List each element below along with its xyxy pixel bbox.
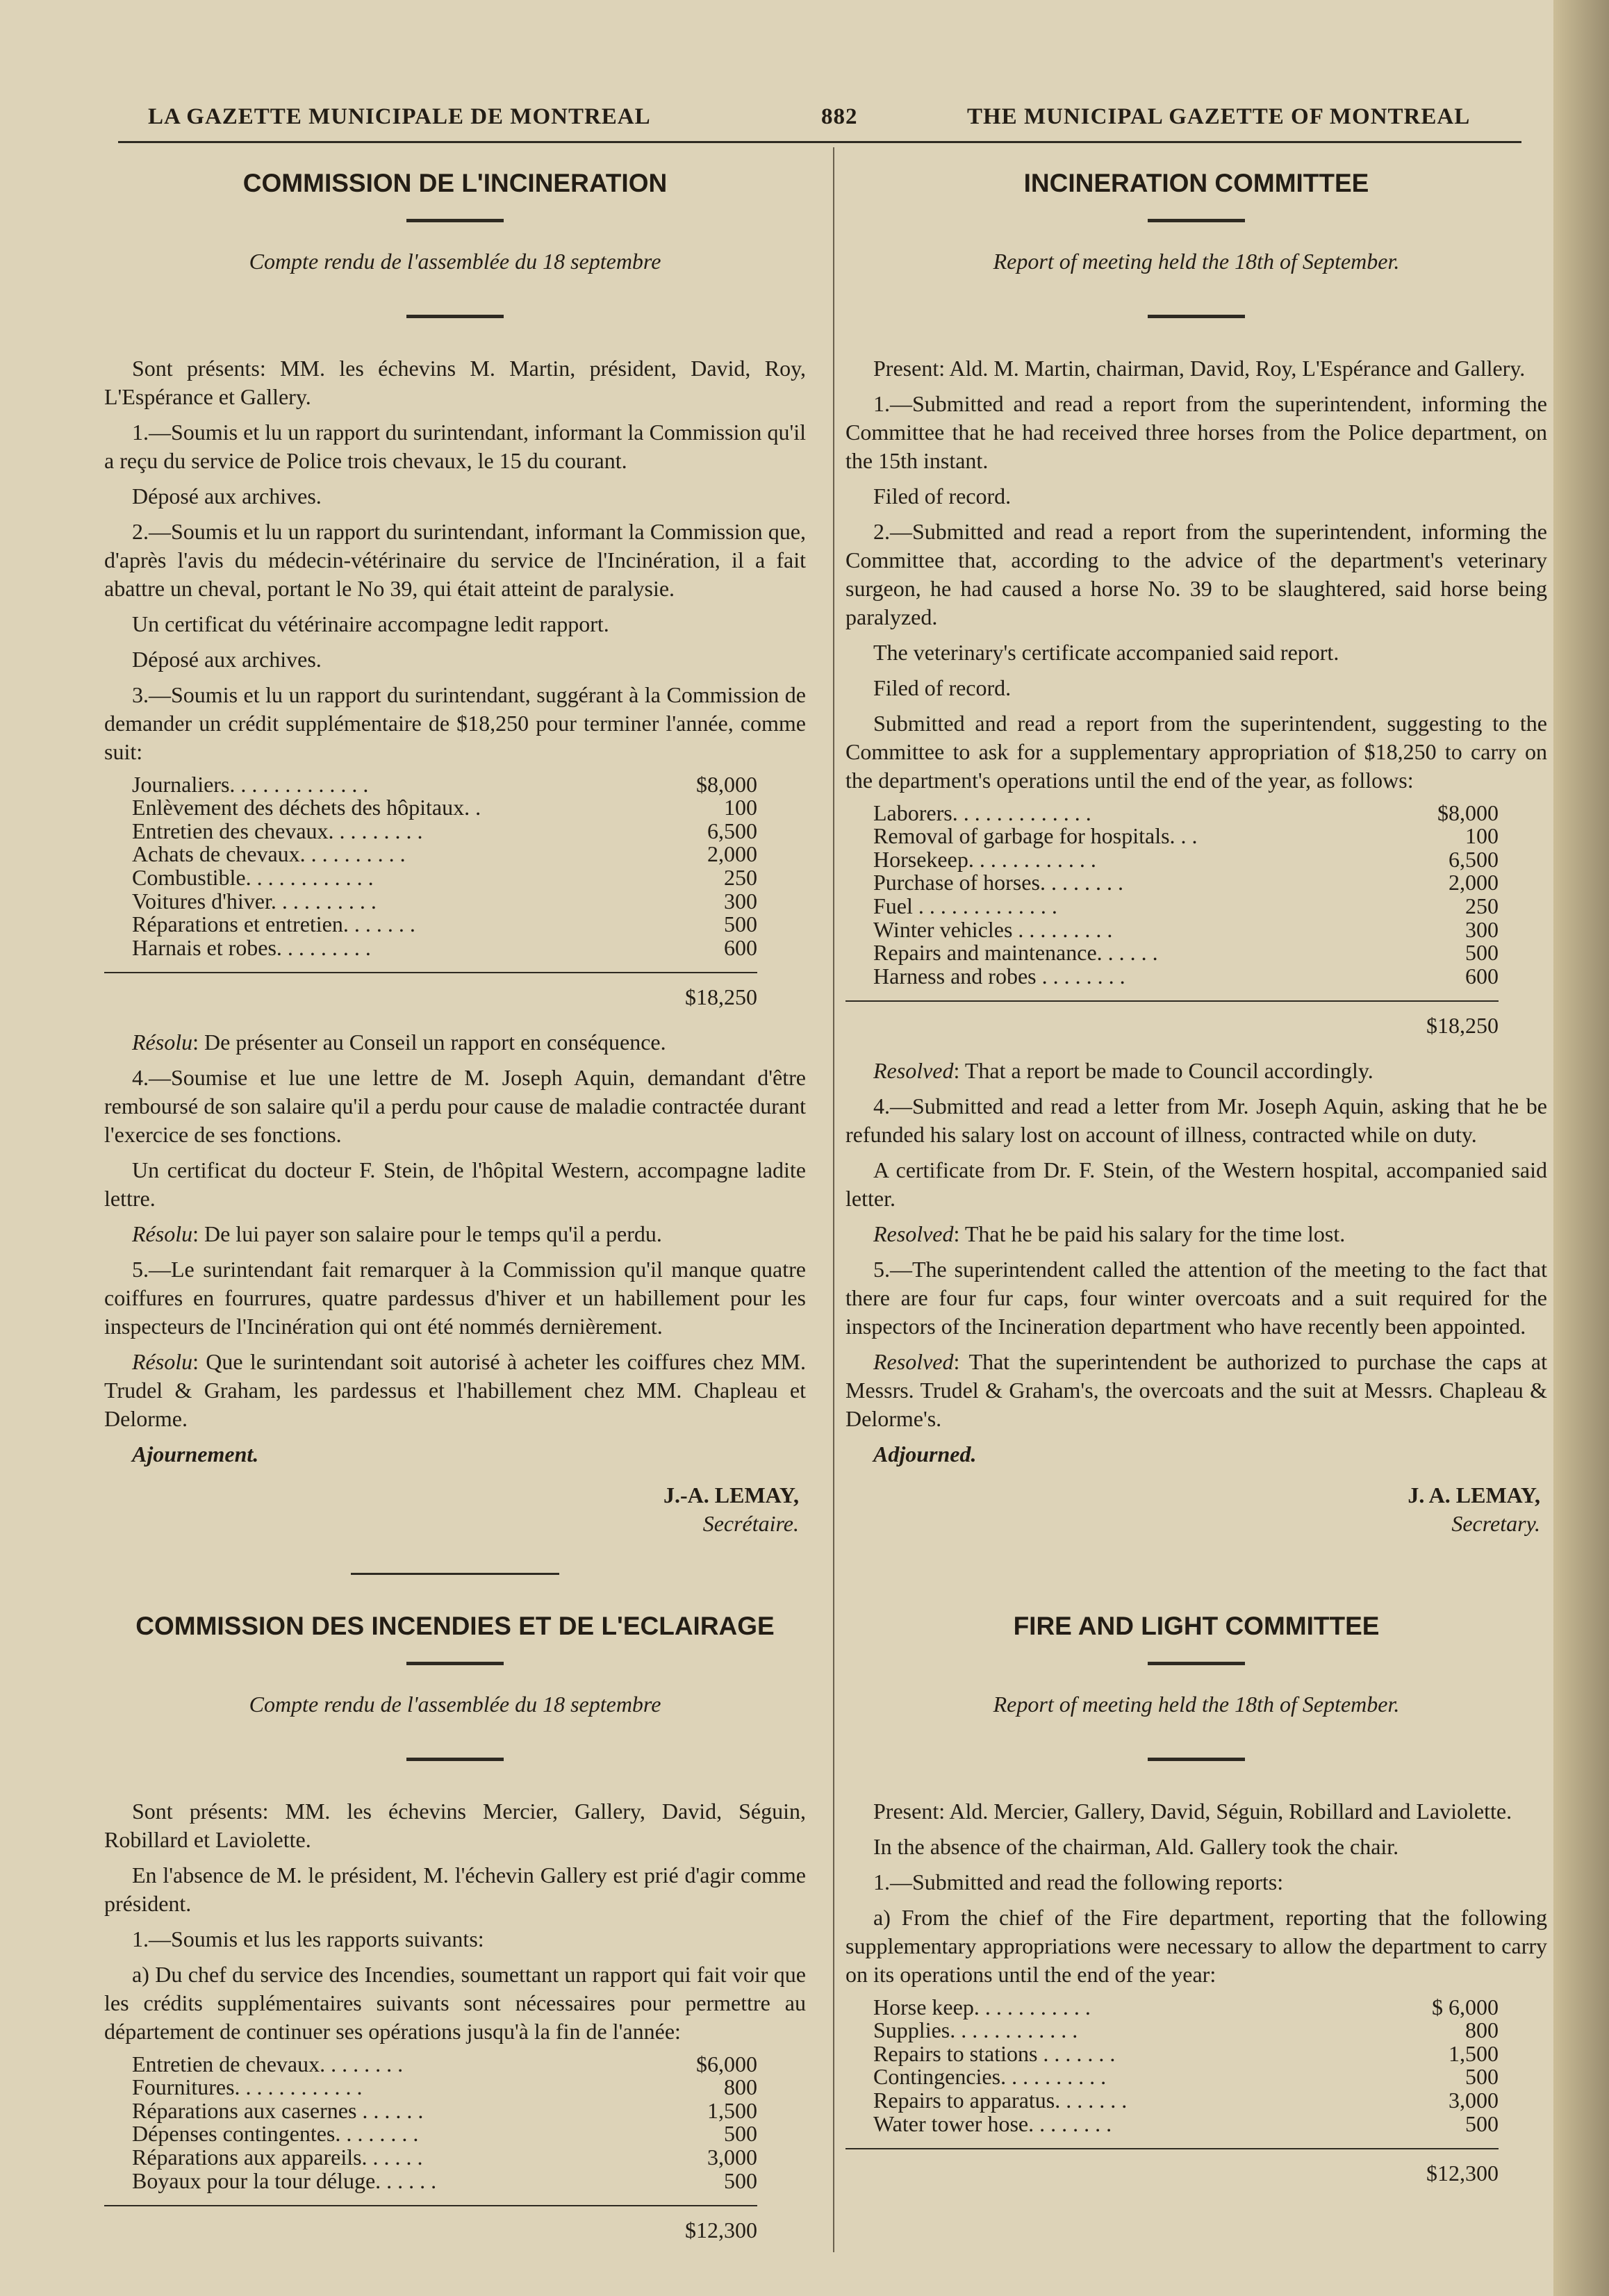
paragraph: Déposé aux archives. — [132, 484, 322, 509]
paragraph: 1.—Soumis et lus les rapports suivants: — [132, 1926, 484, 1951]
paragraph: 1.—Soumis et lu un rapport du surintendant, informant la Commission qu'il a reçu du service de Police trois chevaux, le 15 du courant. — [104, 420, 806, 474]
budget-label: Achats de chevaux. . . . . . . . . . — [132, 841, 406, 867]
budget-total: $12,300 — [845, 2148, 1499, 2188]
paragraph: Filed of record. — [873, 675, 1012, 700]
budget-amount: 500 — [1465, 940, 1499, 966]
title-rule — [1148, 1662, 1245, 1665]
budget-label: Supplies. . . . . . . . . . . . — [873, 2017, 1078, 2043]
paragraph: 1.—Submitted and read a report from the superintendent, informing the Committee that he had received three horses from the Police department, on the 15th instant. — [845, 391, 1547, 474]
budget-row — [132, 2170, 757, 2193]
resolution-text: : That he be paid his salary for the time lost. — [953, 1221, 1346, 1247]
subtitle-rule — [406, 1758, 504, 1761]
adjournment: Adjourned. — [873, 1441, 977, 1467]
budget-row — [132, 2146, 757, 2170]
budget-amount: 500 — [724, 2121, 757, 2147]
budget-label: Repairs to apparatus. . . . . . . — [873, 2088, 1128, 2113]
budget-label: Journaliers. . . . . . . . . . . . . — [132, 771, 369, 797]
budget-row — [873, 941, 1499, 965]
budget-label: Laborers. . . . . . . . . . . . . — [873, 800, 1091, 825]
resolution-label: Résolu — [132, 1030, 193, 1055]
paragraph: 1.—Submitted and read the following reports: — [873, 1869, 1284, 1894]
budget-row — [132, 2122, 757, 2146]
budget-label: Voitures d'hiver. . . . . . . . . . — [132, 888, 377, 914]
budget-row — [873, 895, 1499, 918]
budget-row — [132, 796, 757, 820]
page-number: 882 — [821, 104, 858, 129]
paragraph: In the absence of the chairman, Ald. Gallery took the chair. — [873, 1833, 1399, 1859]
budget-table — [873, 1996, 1499, 2136]
budget-total: $18,250 — [104, 972, 757, 1011]
paragraph: Sont présents: MM. les échevins M. Martin, président, David, Roy, L'Espérance et Gallery. — [104, 356, 806, 410]
budget-table — [873, 802, 1499, 989]
budget-row — [132, 890, 757, 914]
budget-amount: 1,500 — [707, 2097, 757, 2123]
adjournment: Ajournement. — [132, 1441, 259, 1467]
budget-amount: 6,500 — [707, 818, 757, 843]
budget-amount: 2,000 — [707, 841, 757, 867]
budget-label: Réparations aux casernes . . . . . . — [132, 2097, 424, 2123]
budget-amount: 500 — [724, 2167, 757, 2193]
section-subtitle: Report of meeting held the 18th of September. — [993, 249, 1400, 274]
paragraph: Present: Ald. M. Martin, chairman, David, Roy, L'Espérance and Gallery. — [873, 356, 1526, 381]
budget-row — [132, 866, 757, 890]
paragraph: a) Du chef du service des Incendies, soumettant un rapport qui fait voir que les crédits supplémentaires suivants sont nécessaires pour permettre au département de continuer ses opérations jusqu'à la fin de l'année: — [104, 1961, 806, 2044]
section-break-rule — [351, 1573, 559, 1575]
budget-label: Repairs to stations . . . . . . . — [873, 2040, 1116, 2066]
resolution-label: Résolu — [132, 1348, 193, 1374]
budget-label: Repairs and maintenance. . . . . . — [873, 940, 1158, 966]
paragraph: a) From the chief of the Fire department, reporting that the following supplementary appropriations were necessary to allow the department to carry on its operations until the end of the year: — [845, 1904, 1547, 1987]
budget-label: Entretien de chevaux. . . . . . . . — [132, 2051, 404, 2076]
section-subtitle: Compte rendu de l'assemblée du 18 septembre — [249, 1692, 661, 1717]
signature-title: Secrétaire. — [702, 1510, 799, 1536]
signature: J. A. LEMAY, — [1408, 1482, 1540, 1508]
paragraph: 2.—Submitted and read a report from the superintendent, informing the Committee that, according to the advice of the department's veterinary surgeon, he had caused a horse No. 39 to be slaughtered, said horse being paralyzed. — [845, 519, 1547, 629]
resolution-label: Resolved — [873, 1058, 954, 1084]
budget-row — [873, 965, 1499, 989]
paragraph: Déposé aux archives. — [132, 646, 322, 672]
budget-row — [873, 2065, 1499, 2089]
budget-amount: 800 — [1465, 2017, 1499, 2043]
title-rule — [406, 219, 504, 222]
paragraph — [104, 1220, 806, 1248]
budget-amount: $ 6,000 — [1432, 1994, 1499, 2020]
budget-amount: 600 — [724, 934, 757, 960]
budget-amount: 100 — [724, 795, 757, 820]
paragraph: 3.—Soumis et lu un rapport du surintendant, suggérant à la Commission de demander un crédit supplémentaire de $18,250 pour terminer l'année, comme suit: — [104, 682, 806, 764]
budget-amount: 1,500 — [1449, 2040, 1499, 2066]
budget-row — [873, 848, 1499, 872]
budget-label: Fuel . . . . . . . . . . . . . — [873, 893, 1057, 919]
budget-label: Réparations aux appareils. . . . . . — [132, 2144, 423, 2170]
resolution-text: : Que le surintendant soit autorisé à acheter les coiffures chez MM. Trudel & Graham, les pardessus et l'habillement chez MM. Chapleau et Delorme. — [104, 1348, 806, 1431]
budget-row — [132, 820, 757, 843]
section-subtitle: Report of meeting held the 18th of September. — [993, 1692, 1400, 1717]
budget-label: Water tower hose. . . . . . . . — [873, 2111, 1112, 2136]
budget-amount: 500 — [1465, 2064, 1499, 2090]
budget-amount: 300 — [724, 888, 757, 914]
section-subtitle: Compte rendu de l'assemblée du 18 septembre — [249, 249, 661, 274]
budget-label: Contingencies. . . . . . . . . . — [873, 2064, 1107, 2090]
paragraph — [845, 1220, 1547, 1248]
budget-amount: $8,000 — [1437, 800, 1499, 825]
paragraph: En l'absence de M. le président, M. l'échevin Gallery est prié d'agir comme président. — [104, 1862, 806, 1916]
budget-row — [873, 1996, 1499, 2020]
paragraph — [104, 1348, 806, 1433]
budget-label: Réparations et entretien. . . . . . . — [132, 911, 415, 937]
section-title: COMMISSION DES INCENDIES ET DE L'ECLAIRAGE — [135, 1611, 775, 1640]
subtitle-rule — [1148, 1758, 1245, 1761]
budget-amount: 800 — [724, 2074, 757, 2100]
budget-row — [132, 2076, 757, 2099]
budget-label: Horse keep. . . . . . . . . . . — [873, 1994, 1091, 2020]
paragraph: A certificate from Dr. F. Stein, of the Western hospital, accompanied said letter. — [845, 1157, 1547, 1212]
resolution-text: : De présenter au Conseil un rapport en conséquence. — [192, 1030, 666, 1055]
budget-amount: 250 — [724, 865, 757, 891]
paragraph: The veterinary's certificate accompanied said report. — [873, 639, 1339, 665]
paragraph: 5.—The superintendent called the attention of the meeting to the fact that there are four fur caps, four winter overcoats and a suit required for the inspectors of the Incineration department who have recently been appointed. — [845, 1257, 1547, 1339]
budget-amount: 500 — [724, 911, 757, 937]
budget-amount: 3,000 — [1449, 2088, 1499, 2113]
budget-label: Winter vehicles . . . . . . . . . — [873, 916, 1113, 942]
budget-amount: 3,000 — [707, 2144, 757, 2170]
budget-amount: 2,000 — [1449, 870, 1499, 895]
subtitle-rule — [406, 315, 504, 318]
budget-row — [873, 2113, 1499, 2136]
budget-row — [873, 825, 1499, 848]
header-left-title: LA GAZETTE MUNICIPALE DE MONTREAL — [148, 104, 651, 129]
budget-row — [873, 2089, 1499, 2113]
budget-row — [873, 2019, 1499, 2042]
resolution-text: : That a report be made to Council accordingly. — [953, 1058, 1373, 1084]
budget-row — [132, 2053, 757, 2076]
paragraph: 5.—Le surintendant fait remarquer à la Commission qu'il manque quatre coiffures en fourrures, quatre pardessus d'hiver et un habillement pour les inspecteurs de l'Incinération qui ont été nommés dernièrement. — [104, 1257, 806, 1339]
budget-label: Enlèvement des déchets des hôpitaux. . — [132, 795, 481, 820]
budget-row — [873, 2042, 1499, 2066]
budget-label: Horsekeep. . . . . . . . . . . . — [873, 846, 1096, 872]
section-title: FIRE AND LIGHT COMMITTEE — [1013, 1611, 1380, 1640]
budget-table — [132, 773, 757, 960]
budget-amount: 300 — [1465, 916, 1499, 942]
budget-label: Removal of garbage for hospitals. . . — [873, 823, 1198, 849]
budget-label: Dépenses contingentes. . . . . . . . — [132, 2121, 419, 2147]
column-divider — [833, 147, 834, 2252]
signature-title: Secretary. — [1451, 1510, 1540, 1536]
paragraph: Present: Ald. Mercier, Gallery, David, Séguin, Robillard and Laviolette. — [873, 1798, 1512, 1824]
subtitle-rule — [1148, 315, 1245, 318]
budget-label: Harness and robes . . . . . . . . — [873, 963, 1125, 989]
budget-amount: 250 — [1465, 893, 1499, 919]
budget-total: $18,250 — [845, 1000, 1499, 1040]
resolution-text: : De lui payer son salaire pour le temps qu'il a perdu. — [192, 1221, 662, 1247]
budget-label: Boyaux pour la tour déluge. . . . . . — [132, 2167, 437, 2193]
budget-label: Entretien des chevaux. . . . . . . . . — [132, 818, 423, 843]
budget-row — [132, 913, 757, 936]
french-column — [104, 167, 806, 2261]
resolution-label: Resolved — [873, 1221, 954, 1247]
paragraph: Sont présents: MM. les échevins Mercier, Gallery, David, Séguin, Robillard et Laviolette. — [104, 1798, 806, 1852]
header-right-title: THE MUNICIPAL GAZETTE OF MONTREAL — [967, 104, 1471, 129]
budget-amount: 600 — [1465, 963, 1499, 989]
budget-row — [132, 936, 757, 960]
paragraph — [845, 1057, 1547, 1085]
budget-row — [132, 843, 757, 866]
budget-table — [132, 2053, 757, 2193]
budget-row — [132, 773, 757, 797]
budget-label: Purchase of horses. . . . . . . . — [873, 870, 1123, 895]
budget-amount: 6,500 — [1449, 846, 1499, 872]
budget-row — [873, 871, 1499, 895]
budget-row — [873, 802, 1499, 825]
budget-label: Harnais et robes. . . . . . . . . — [132, 934, 371, 960]
paragraph: 4.—Submitted and read a letter from Mr. Joseph Aquin, asking that he be refunded his salary lost on account of illness, contracted while on duty. — [845, 1093, 1547, 1148]
budget-row — [132, 2099, 757, 2123]
budget-amount: $8,000 — [696, 771, 757, 797]
paragraph: Filed of record. — [873, 484, 1012, 509]
budget-label: Fournitures. . . . . . . . . . . . — [132, 2074, 363, 2100]
budget-row — [873, 918, 1499, 942]
book-gutter — [1553, 0, 1609, 2296]
paragraph: Un certificat du docteur F. Stein, de l'hôpital Western, accompagne ladite lettre. — [104, 1157, 806, 1212]
budget-label: Combustible. . . . . . . . . . . . — [132, 865, 374, 891]
signature: J.-A. LEMAY, — [663, 1482, 799, 1508]
paragraph — [104, 1028, 806, 1057]
resolution-label: Resolved — [873, 1348, 954, 1374]
section-title: INCINERATION COMMITTEE — [1023, 169, 1369, 197]
title-rule — [406, 1662, 504, 1665]
budget-amount: 500 — [1465, 2111, 1499, 2136]
section-title: COMMISSION DE L'INCINERATION — [242, 169, 668, 197]
paragraph — [845, 1348, 1547, 1433]
paragraph: 4.—Soumise et lue une lettre de M. Joseph Aquin, demandant d'être remboursé de son salaire qu'il a perdu pour cause de maladie contractée durant l'exercice de ses fonctions. — [104, 1065, 806, 1148]
header-rule — [118, 141, 1521, 143]
resolution-text: : That the superintendent be authorized to purchase the caps at Messrs. Trudel & Graham's, the overcoats and the suit at Messrs. Chapleau & Delorme's. — [845, 1348, 1547, 1431]
resolution-label: Résolu — [132, 1221, 193, 1247]
paragraph: Submitted and read a report from the superintendent, suggesting to the Committee to ask for a supplementary appropriation of $18,250 to carry on the department's operations until the end of the year, as follows: — [845, 710, 1547, 793]
budget-amount: 100 — [1465, 823, 1499, 849]
paragraph: 2.—Soumis et lu un rapport du surintendant, informant la Commission que, d'après l'avis du médecin-vétérinaire du service de l'Incinération, il a fait abattre un cheval, portant le No 39, qui était atteint de paralysie. — [104, 519, 806, 601]
english-column — [845, 167, 1547, 2204]
paragraph: Un certificat du vétérinaire accompagne ledit rapport. — [132, 611, 609, 636]
budget-amount: $6,000 — [696, 2051, 757, 2076]
title-rule — [1148, 219, 1245, 222]
budget-total: $12,300 — [104, 2205, 757, 2245]
